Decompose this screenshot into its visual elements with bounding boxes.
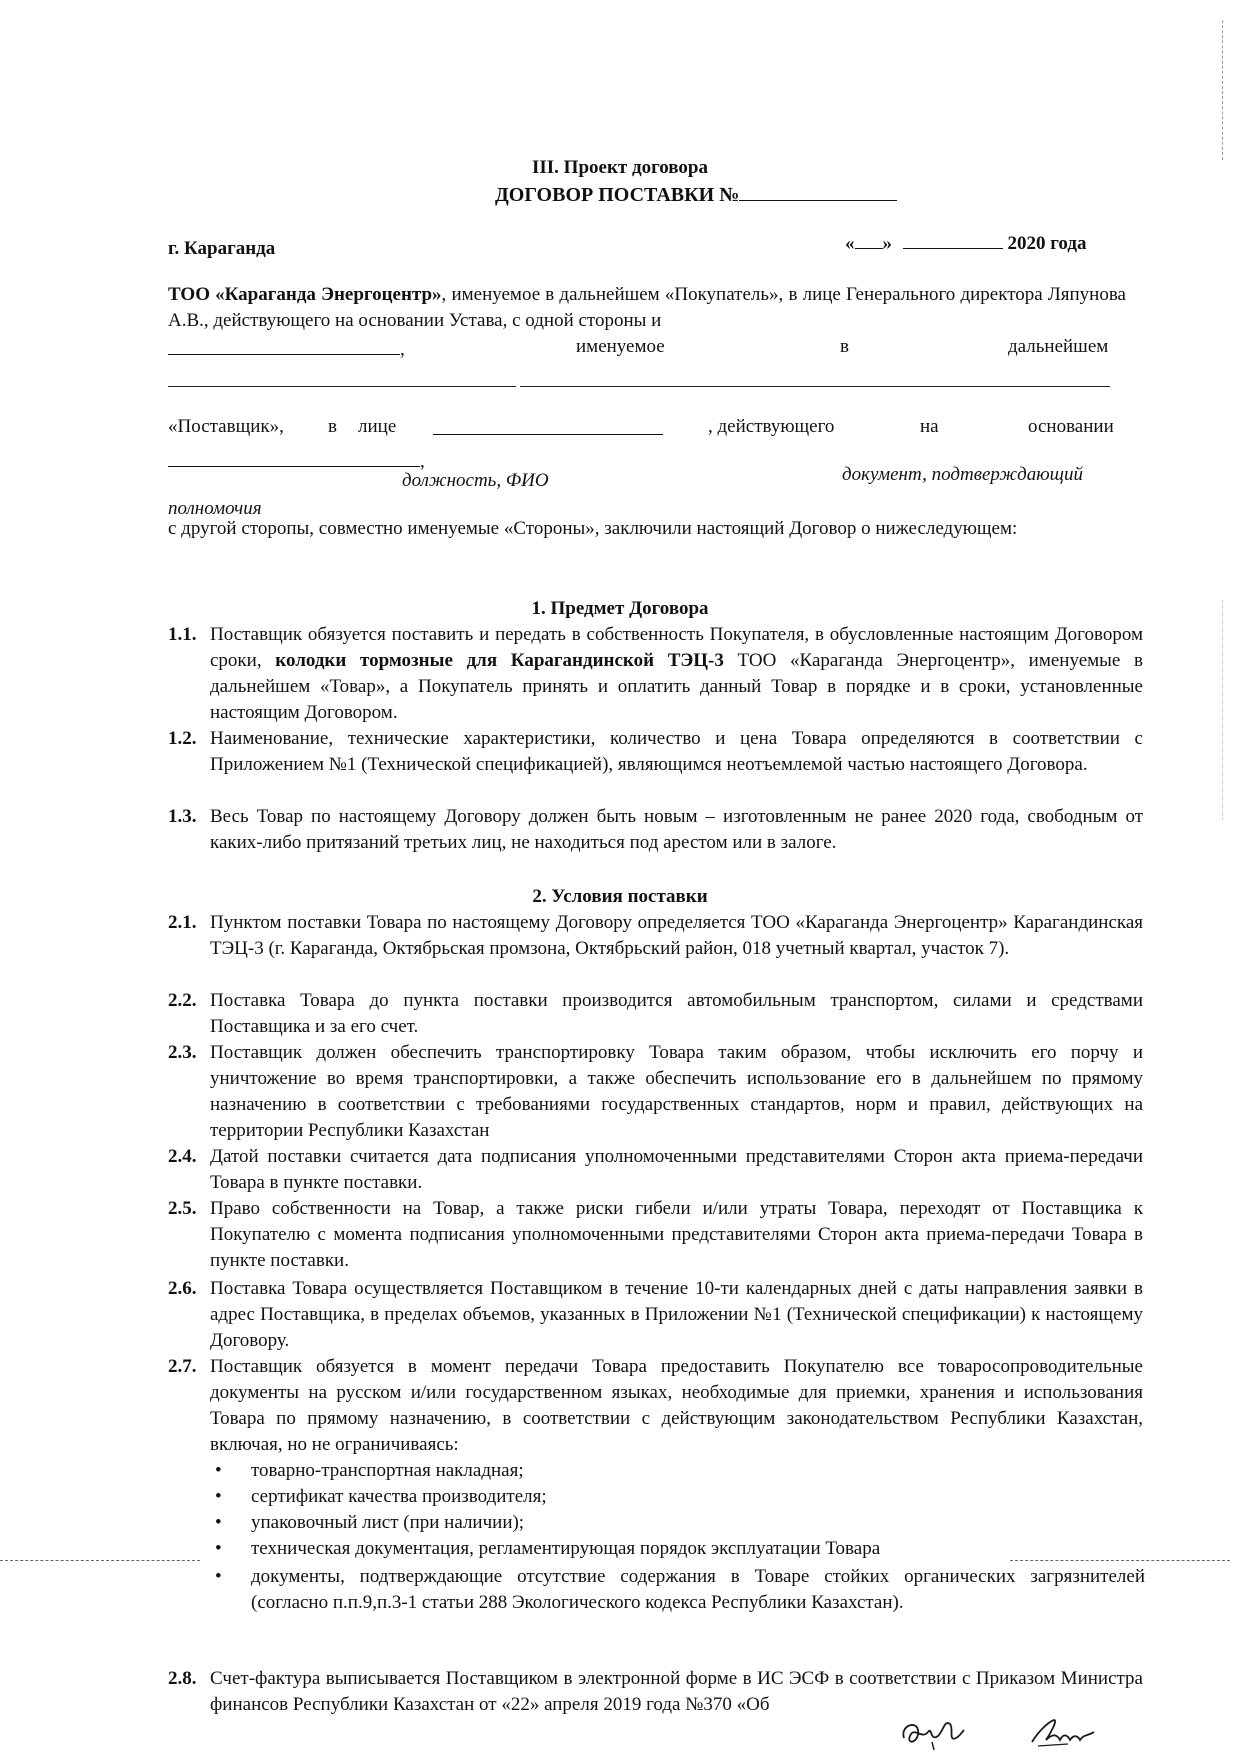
clause-text: Право собственности на Товар, а также риски гибели и/или утраты Товара, переходят от Поставщика к Покупателю с момента подписания уполномоченными представителями Сторон акта приема-передачи Товара в пункте поставки.: [210, 1198, 1143, 1271]
caption-authority-document: документ, подтверждающий: [842, 464, 1083, 485]
preamble-comma: ,: [400, 339, 405, 360]
clause-2-5: [168, 1196, 1143, 1274]
bullet-dot: •: [215, 1512, 222, 1533]
date-open-quote: «: [845, 233, 855, 254]
bullet-dot: •: [215, 1460, 222, 1481]
bullet-item: [215, 1564, 1145, 1616]
supplier-label: «Поставщик»,: [168, 416, 284, 437]
clause-text: Датой поставки считается дата подписания уполномоченными представителями Сторон акта приема-передачи Товара в пункте поставки.: [210, 1146, 1143, 1193]
caption-authority: полномочия: [168, 498, 262, 519]
clause-number: 2.2.: [168, 990, 197, 1011]
preamble-text: , именуемое в дальнейшем «Покупатель», в лице Генерального директора Ляпунова А.В., действующего на основании Устава, с одной стороны и: [168, 284, 1126, 331]
clause-2-8: [168, 1666, 1143, 1718]
clause-number: 2.5.: [168, 1198, 197, 1219]
contract-date: [845, 228, 1086, 257]
clause-text: Поставка Товара до пункта поставки производится автомобильным транспортом, силами и средствами Поставщика и за его счет.: [210, 990, 1143, 1037]
date-day-blank: [855, 228, 883, 249]
contract-number-blank: [739, 180, 897, 201]
supplier-name-blank: [168, 334, 400, 355]
bullet-dot: •: [215, 1538, 222, 1559]
preamble-basis: основании: [1028, 416, 1114, 437]
preamble-line-supplier-3: [168, 446, 425, 470]
clause-1-3: [168, 804, 1143, 856]
clause-2-6: [168, 1276, 1143, 1354]
section-heading-project: III. Проект договора: [532, 157, 708, 178]
bullet-item: [215, 1536, 1145, 1562]
preamble-in: в: [840, 336, 849, 357]
scan-dash-line: [0, 1560, 200, 1561]
date-close-quote: »: [882, 233, 892, 254]
clause-number: 2.4.: [168, 1146, 197, 1167]
clause-text-part: ТОО «Караганда Энергоцентр», именуемые в дальнейшем «Товар», а Покупатель принять и оплатить данный Товар в порядке и в сроки, установленные настоящим Договором.: [210, 650, 1144, 723]
contract-title: [495, 180, 897, 208]
clause-number: 1.1.: [168, 624, 197, 645]
preamble-on: на: [920, 416, 939, 437]
date-month-blank: [903, 228, 1003, 249]
clause-text: Наименование, технические характеристики, количество и цена Товара определяются в соответствии с Приложением №1 (Технической спецификацией), являющимся неотъемлемой частью настоящего Договора.: [210, 728, 1143, 775]
clause-text: Поставка Товара осуществляется Поставщиком в течение 10-ти календарных дней с даты направления заявки в адрес Поставщика, в пределах объемов, указанных в Приложении №1 (Технической спецификации) к настоящему Договору.: [210, 1278, 1143, 1351]
preamble-comma-2: ,: [420, 451, 425, 472]
signature-1: [898, 1712, 968, 1752]
scan-edge-mark: [1222, 600, 1225, 820]
preamble-in-2: в: [328, 416, 337, 437]
date-year: 2020 года: [1007, 233, 1087, 254]
clause-2-4: [168, 1144, 1143, 1196]
bullet-text: сертификат качества производителя;: [251, 1486, 547, 1507]
goods-name: колодки тормозные для Карагандинской ТЭЦ-3: [275, 650, 724, 671]
clause-number: 1.2.: [168, 728, 197, 749]
buyer-name: ТОО «Караганда Энергоцентр»: [168, 284, 442, 305]
clause-2-7: [168, 1354, 1143, 1458]
preamble-acting: , действующего: [708, 416, 835, 437]
supplier-details-line: [168, 386, 516, 387]
bullet-item: [215, 1458, 1145, 1484]
clause-number: 2.6.: [168, 1278, 197, 1299]
scan-dash-line: [1010, 1560, 1230, 1561]
preamble-further: дальнейшем: [1008, 336, 1109, 357]
preamble-line-supplier-1: [168, 334, 1126, 360]
preamble-line-supplier-2: [168, 414, 1126, 440]
clause-number: 2.8.: [168, 1668, 197, 1689]
clause-text: Пунктом поставки Товара по настоящему Договору определяется ТОО «Караганда Энергоцентр» Карагандинская ТЭЦ-3 (г. Караганда, Октябрьская промзона, Октябрьский район, 018 учетный квартал, участок 7).: [210, 912, 1143, 959]
section-title-delivery: 2. Условия поставки: [532, 886, 708, 907]
clause-number: 2.1.: [168, 912, 197, 933]
clause-2-3: [168, 1040, 1143, 1144]
clause-text-part: Поставщик обязуется поставить и передать в собственность Покупателя, в обусловленные настоящим Договором сроки,: [210, 624, 1143, 671]
basis-document-blank: [168, 446, 420, 467]
clause-number: 2.7.: [168, 1356, 197, 1377]
bullet-text: техническая документация, регламентирующая порядок эксплуатации Товара: [251, 1538, 881, 1559]
clause-2-2: [168, 988, 1143, 1040]
bullet-dot: •: [215, 1566, 222, 1587]
clause-1-2: [168, 726, 1143, 778]
signature-2: [1028, 1712, 1098, 1752]
clause-text: Поставщик должен обеспечить транспортировку Товара таким образом, чтобы исключить его порчу и уничтожение во время транспортировки, а также обеспечить использование его в дальнейшем по прямому назначению в соответствии с требованиями государственных стандартов, норм и правил, действующих на территории Республики Казахстан: [210, 1042, 1143, 1141]
preamble-named: именуемое: [576, 336, 665, 357]
clause-1-1: [168, 622, 1143, 726]
clause-text: Поставщик обязуется в момент передачи Товара предоставить Покупателю все товаросопроводительные документы на русском и/или государственном языках, необходимые для приемки, хранения и использования Товара по прямому назначению, в соответствии с действующим законодательством Республики Казахстан, включая, но не ограничиваясь:: [210, 1356, 1143, 1455]
caption-position-name: должность, ФИО: [402, 470, 549, 491]
contract-city: г. Караганда: [168, 238, 276, 259]
clause-text: Весь Товар по настоящему Договору должен быть новым – изготовленным не ранее 2020 года, свободным от каких-либо притязаний третьих лиц, не находиться под арестом или в залоге.: [210, 806, 1143, 853]
supplier-details-line: [520, 386, 1110, 387]
preamble-person: лице: [358, 416, 397, 437]
bullet-text: упаковочный лист (при наличии);: [251, 1512, 525, 1533]
bullet-text: товарно-транспортная накладная;: [251, 1460, 524, 1481]
clause-text: Счет-фактура выписывается Поставщиком в электронной форме в ИС ЭСФ в соответствии с Приказом Министра финансов Республики Казахстан от «22» апреля 2019 года №370 «Об: [210, 1668, 1143, 1715]
clause-number: 1.3.: [168, 806, 197, 827]
representative-blank: [433, 414, 663, 435]
scan-edge-mark: [1222, 20, 1225, 160]
preamble-paragraph: [168, 282, 1126, 334]
section-title-subject: 1. Предмет Договора: [531, 598, 709, 619]
preamble-closing: с другой сторопы, совместно именуемые «Стороны», заключили настоящий Договор о нижеследующем:: [168, 518, 1018, 539]
clause-number: 2.3.: [168, 1042, 197, 1063]
bullet-text: документы, подтверждающие отсутствие содержания в Товаре стойких органических загрязнителей (согласно п.п.9,п.3-1 статьи 288 Экологического кодекса Республики Казахстан).: [251, 1566, 1145, 1613]
clause-2-1: [168, 910, 1143, 962]
bullet-item: [215, 1484, 1145, 1510]
bullet-item: [215, 1510, 1145, 1536]
bullet-dot: •: [215, 1486, 222, 1507]
contract-title-text: ДОГОВОР ПОСТАВКИ №: [495, 184, 740, 206]
clause-text: [210, 622, 1143, 726]
